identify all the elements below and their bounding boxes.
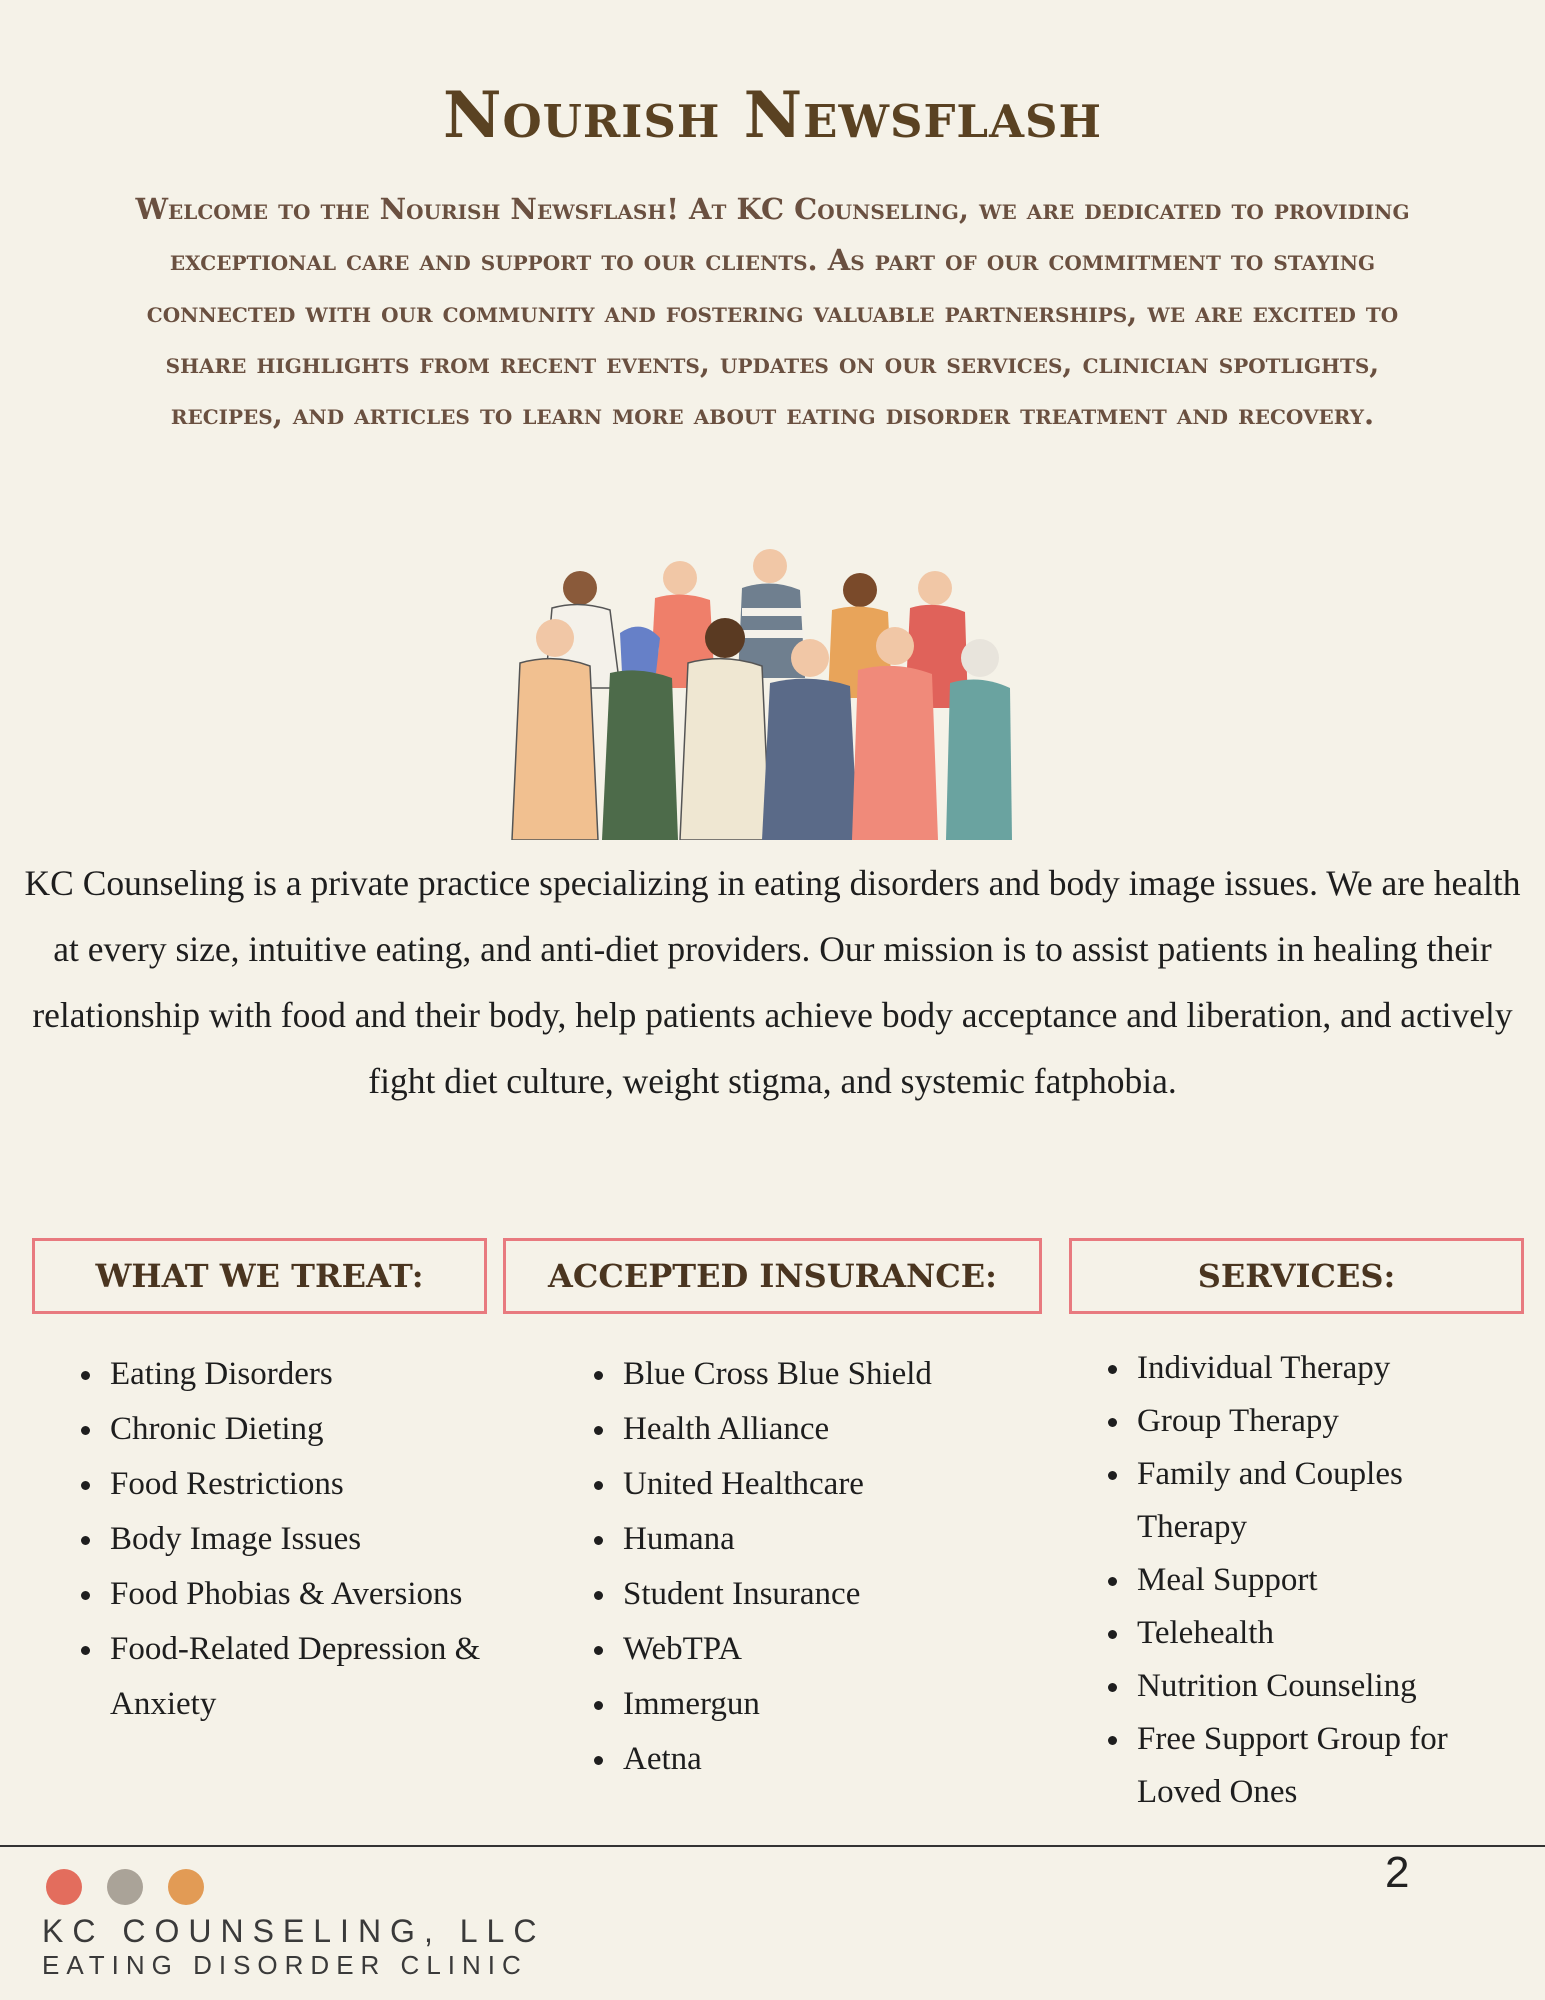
logo-dot-orange bbox=[168, 1869, 204, 1905]
community-illustration bbox=[460, 538, 1050, 840]
list-item: • Group Therapy bbox=[1133, 1395, 1493, 1448]
logo-dot-gray bbox=[107, 1869, 143, 1905]
what-we-treat-list bbox=[70, 1347, 536, 1732]
services-list bbox=[1097, 1342, 1493, 1819]
logo-subtitle: EATING DISORDER CLINIC bbox=[42, 1950, 528, 1980]
list-item: • Health Alliance bbox=[619, 1402, 1039, 1457]
list-item: • Meal Support bbox=[1133, 1554, 1493, 1607]
list-item: • Food Phobias & Aversions bbox=[106, 1567, 536, 1622]
list-item: • Body Image Issues bbox=[106, 1512, 536, 1567]
intro-paragraph: Welcome to the Nourish Newsflash! At KC Counseling, we are dedicated to providing exceptional care and support to our clients. As part of our commitment to staying connected with our community and fostering valuable partnerships, we are excited to share highlights from recent events, updates on our services, clinician spotlights, recipes, and articles to learn more about eating disorder treatment and recovery. bbox=[135, 192, 1410, 432]
logo-dot-red bbox=[46, 1869, 82, 1905]
list-item: • Aetna bbox=[619, 1732, 1039, 1787]
list-item: • Food-Related Depression & Anxiety bbox=[106, 1622, 536, 1732]
list-item: • Individual Therapy bbox=[1133, 1342, 1493, 1395]
list-item: • Free Support Group for Loved Ones bbox=[1133, 1713, 1493, 1819]
list-item: • Humana bbox=[619, 1512, 1039, 1567]
services-header: SERVICES: bbox=[1069, 1238, 1524, 1314]
list-item: • Nutrition Counseling bbox=[1133, 1660, 1493, 1713]
list-item: • WebTPA bbox=[619, 1622, 1039, 1677]
mission-paragraph: KC Counseling is a private practice specializing in eating disorders and body image issues. We are health at every size, intuitive eating, and anti-diet providers. Our mission is to assist patients in healing their relationship with food and their body, help patients achieve body acceptance and liberation, and actively fight diet culture, weight stigma, and systemic fatphobia. bbox=[24, 863, 1521, 1101]
list-item: • United Healthcare bbox=[619, 1457, 1039, 1512]
newsletter-title: Nourish Newsflash bbox=[442, 78, 1103, 153]
what-we-treat-header: WHAT WE TREAT: bbox=[32, 1238, 487, 1314]
list-item: • Student Insurance bbox=[619, 1567, 1039, 1622]
list-item: • Food Restrictions bbox=[106, 1457, 536, 1512]
logo-name: KC COUNSELING, LLC bbox=[42, 1913, 546, 1949]
list-item: • Immergun bbox=[619, 1677, 1039, 1732]
accepted-insurance-list bbox=[583, 1347, 1039, 1787]
list-item: • Family and Couples Therapy bbox=[1133, 1448, 1493, 1554]
accepted-insurance-header: ACCEPTED INSURANCE: bbox=[503, 1238, 1042, 1314]
list-item: • Chronic Dieting bbox=[106, 1402, 536, 1457]
page-number: 2 bbox=[1385, 1848, 1410, 1897]
list-item: • Blue Cross Blue Shield bbox=[619, 1347, 1039, 1402]
list-item: • Telehealth bbox=[1133, 1607, 1493, 1660]
footer-divider bbox=[0, 1845, 1545, 1847]
list-item: • Eating Disorders bbox=[106, 1347, 536, 1402]
